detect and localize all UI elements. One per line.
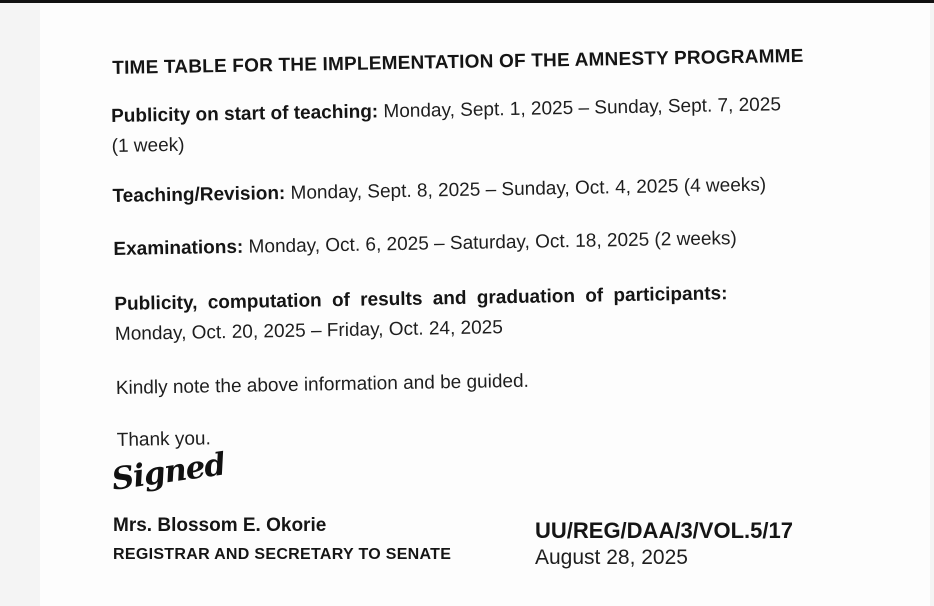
schedule-item-detail: Monday, Oct. 6, 2025 – Saturday, Oct. 18, 2025 (2 weeks)	[248, 228, 737, 258]
signer-name: Mrs. Blossom E. Okorie	[113, 515, 327, 536]
closing-text: Thank you.	[116, 428, 211, 451]
schedule-item-heading: Examinations:	[113, 236, 244, 260]
schedule-item-heading: Publicity on start of teaching:	[110, 101, 379, 127]
schedule-item-publicity	[111, 90, 782, 162]
schedule-item-duration: (1 week)	[111, 134, 185, 157]
schedule-item-detail: Monday, Oct. 20, 2025 – Friday, Oct. 24, 2025	[114, 317, 504, 345]
schedule-item-heading: Teaching/Revision:	[112, 182, 286, 207]
signer-title: REGISTRAR AND SECRETARY TO SENATE	[113, 546, 452, 563]
schedule-item-detail: Monday, Sept. 1, 2025 – Sunday, Sept. 7, 2025	[383, 94, 782, 123]
note-text: Kindly note the above information and be guided.	[115, 370, 530, 399]
reference-number: UU/REG/DAA/3/VOL.5/17	[535, 518, 793, 543]
handwritten-signature: Signed	[109, 446, 228, 498]
schedule-item-graduation	[114, 279, 728, 350]
schedule-item-heading: Publicity, computation of results and graduation of participants:	[114, 283, 728, 315]
document-date: August 28, 2025	[535, 546, 688, 569]
document-title: TIME TABLE FOR THE IMPLEMENTATION OF THE AMNESTY PROGRAMME	[112, 45, 804, 79]
schedule-item-detail: Monday, Sept. 8, 2025 – Sunday, Oct. 4, 2025 (4 weeks)	[290, 174, 767, 204]
